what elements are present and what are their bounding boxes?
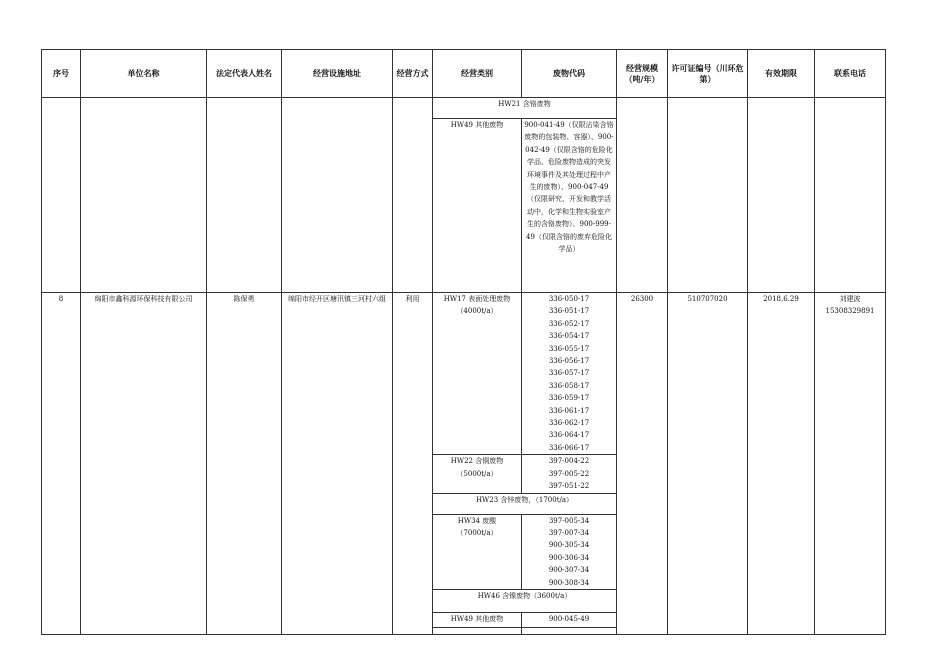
hw49-codes: 900-041-49（仅限沾染含铬废物的包装物、容器）、900-042-49（仅限含铬的危险化学品、危险废物造成的突发环境事件及其处理过程中产生的废物）、900-047-49（仅限研究、开发和教学活动中，化学和生物实验室产生的含铬废物）、900-999-49（仅限含铬的废弃危险化学品）: [522, 119, 617, 293]
waste-code: 397-051-22: [548, 482, 590, 491]
hw21-category: HW21 含铬废物: [433, 98, 617, 119]
cont-phone-cell: [815, 98, 886, 293]
header-phone: 联系电话: [815, 50, 886, 98]
waste-code: 336-051-17: [548, 307, 590, 316]
hw49-code: 900-045-49: [522, 612, 617, 627]
validity-cell: 2018.6.29: [748, 293, 815, 635]
header-unit-name: 单位名称: [81, 50, 207, 98]
header-scale: 经营规模（吨/年）: [617, 50, 668, 98]
cont-legal-cell: [207, 98, 282, 293]
hw49-category: HW49 其他废物: [433, 119, 522, 293]
hw22-label: HW22 含铜废物: [450, 457, 504, 466]
waste-code: 336-054-17: [548, 332, 590, 341]
waste-code: 900-308-34: [548, 578, 590, 587]
hw22-amount: （5000t/a）: [456, 469, 498, 478]
cont-address-cell: [282, 98, 393, 293]
hw34-label: HW34 废酸: [457, 516, 497, 525]
header-row: [42, 50, 886, 98]
cont-validity-cell: [748, 98, 815, 293]
mode-cell: 利用: [393, 293, 433, 635]
waste-code: 397-005-34: [548, 516, 590, 525]
hw23-category: HW23 含锌废物，（1700t/a）: [433, 493, 617, 514]
cont-unit-cell: [81, 98, 207, 293]
header-waste-code: 废物代码: [522, 50, 617, 98]
waste-code: 336-056-17: [548, 357, 590, 366]
hw17-codes: [522, 293, 617, 455]
hw34-codes: [522, 514, 617, 589]
waste-license-table: [41, 49, 886, 635]
address-cell: 绵阳市经开区塘汛镇三河村六组: [282, 293, 393, 635]
contact-name: 刘建波: [839, 295, 861, 303]
unit-name-cell: 绵阳市鑫科源环保科技有限公司: [81, 293, 207, 635]
cont-seq-cell: [42, 98, 81, 293]
hw22-category: [433, 455, 522, 493]
header-legal-rep: 法定代表人姓名: [207, 50, 282, 98]
waste-code: 336-050-17: [548, 295, 590, 303]
header-category: 经营类别: [433, 50, 522, 98]
contact-phone: 15308329891: [825, 307, 875, 316]
hw17-category: [433, 293, 522, 455]
hw22-codes: [522, 455, 617, 493]
scale-cell: 26300: [617, 293, 668, 635]
seq-cell: 8: [42, 293, 81, 635]
blank-code-cell: [522, 627, 617, 634]
waste-code: 336-064-17: [548, 431, 590, 440]
header-license: 许可证编号（川环危第）: [668, 50, 748, 98]
waste-code: 900-305-34: [548, 541, 590, 550]
hw49-category: HW49 其他废物: [433, 612, 522, 627]
waste-code: 336-061-17: [548, 406, 590, 415]
blank-category-cell: [433, 627, 522, 634]
header-validity: 有效期限: [748, 50, 815, 98]
contact-cell: [815, 293, 886, 635]
hw34-amount: （7000t/a）: [456, 528, 498, 537]
header-seq: 序号: [42, 50, 81, 98]
cont-mode-cell: [393, 98, 433, 293]
waste-code: 336-059-17: [548, 394, 590, 403]
cont-scale-cell: [617, 98, 668, 293]
hw34-category: [433, 514, 522, 589]
waste-code: 397-007-34: [548, 528, 590, 537]
waste-code: 336-062-17: [548, 419, 590, 428]
table-row: [42, 98, 886, 119]
hw46-category: HW46 含镍废物（3600t/a）: [433, 589, 617, 612]
waste-code: 900-307-34: [548, 566, 590, 575]
hw17-amount: （4000t/a）: [456, 307, 498, 316]
waste-code: 397-005-22: [548, 469, 590, 478]
waste-code: 397-004-22: [548, 457, 590, 466]
waste-code: 900-306-34: [548, 553, 590, 562]
cont-license-cell: [668, 98, 748, 293]
header-mode: 经营方式: [393, 50, 433, 98]
waste-code: 336-057-17: [548, 369, 590, 378]
waste-code: 336-066-17: [548, 443, 590, 452]
header-address: 经营设施地址: [282, 50, 393, 98]
hw17-label: HW17 表面处理废物: [443, 295, 511, 303]
waste-code: 336-058-17: [548, 381, 590, 390]
license-cell: 510707020: [668, 293, 748, 635]
waste-code: 336-055-17: [548, 344, 590, 353]
legal-rep-cell: 陈保勇: [207, 293, 282, 635]
waste-code: 336-052-17: [548, 319, 590, 328]
table-row: [42, 293, 886, 455]
